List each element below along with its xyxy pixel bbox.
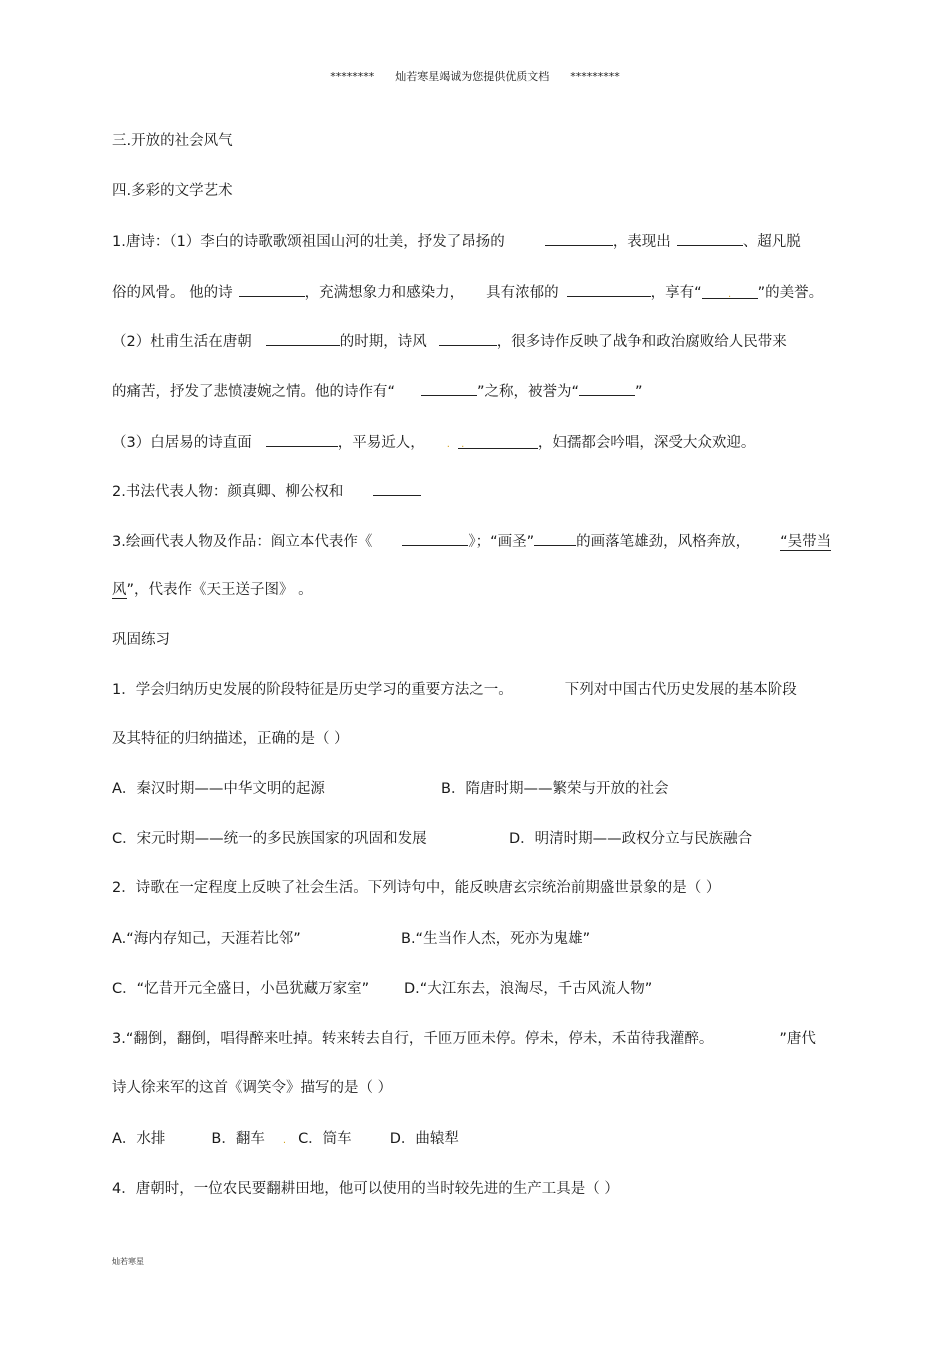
question-2-option-c[interactable]: C．“忆昔开元全盛日，小邑犹藏万家室” [112,981,370,997]
fill-blank[interactable] [239,281,305,297]
question-2-option-a[interactable]: A.“海内存知己，天涯若比邻” [112,931,301,947]
header-stars-left: ******** [330,70,375,83]
text-segment: 具有浓郁的 [486,285,559,301]
text-segment: 下列对中国古代历史发展的基本阶段 [564,682,797,698]
text-segment: 1.唐诗：（1）李白的诗歌歌颂祖国山河的壮美，抒发了昂扬的 [112,234,505,250]
text-segment: ”的美誉。 [757,285,824,301]
text-segment: ”，代表作《天王送子图》 。 [126,582,313,598]
fill-blank[interactable] [373,480,421,496]
text-segment: ，充满想象力和感染力， [304,285,465,301]
page-footer: 灿若寒星 [112,1257,144,1266]
tang-poetry-line-1 [112,230,801,252]
du-fu-line-1 [112,330,787,352]
section-4-heading: 四.多彩的文学艺术 [112,183,233,199]
text-segment: ，很多诗作反映了战争和政治腐败给人民带来 [496,334,787,350]
text-segment: 2.书法代表人物：颜真卿、柳公权和 [112,484,344,500]
fill-blank[interactable]: . [458,433,538,449]
text-segment: ，妇孺都会吟唱，深受大众欢迎。 [537,435,756,451]
text-segment: 俗的风骨。 他的诗 [112,285,233,301]
question-2-stem: 2．诗歌在一定程度上反映了社会生活。下列诗句中，能反映唐玄宗统治前期盛世景象的是（ ） [112,880,721,896]
header-title: 灿若寒星竭诚为您提供优质文档 [395,70,550,83]
text-segment: 的痛苦，抒发了悲愤凄婉之情。他的诗作有“ [112,384,396,400]
text-segment: ，表现出 [612,234,671,250]
question-2-option-d[interactable]: D.“大江东去，浪淘尽，千古风流人物” [404,981,653,997]
text-segment: 、超凡脱 [742,234,801,250]
question-3-options: A．水排 B．翻车 . C．筒车 D．曲辕犁 [112,1131,459,1147]
question-3-line-2: 诗人徐来军的这首《调笑令》描写的是（ ） [112,1080,393,1096]
tang-poetry-line-2 [112,281,823,303]
question-1-line-2: 及其特征的归纳描述，正确的是（ ） [112,731,349,747]
question-2-option-b[interactable]: B.“生当作人杰，死亦为鬼雄” [401,931,591,947]
text-segment: 3.绘画代表人物及作品：阎立本代表作《 [112,534,373,550]
fill-blank[interactable] [567,281,651,297]
text-segment: ”唐代 [779,1031,816,1047]
fill-blank[interactable] [545,230,613,246]
text-segment: （2）杜甫生活在唐朝 [112,334,252,350]
question-3-option-c[interactable]: C．筒车 [298,1131,352,1147]
fill-blank[interactable] [402,530,468,546]
bai-juyi-line: （3）白居易的诗直面 ，平易近人， . . ，妇孺都会吟唱，深受大众欢迎。 [112,431,755,455]
text-segment: （3）白居易的诗直面 [112,435,252,451]
fill-blank[interactable] [579,380,635,396]
text-segment: ”之称，被誉为“ [477,384,580,400]
text-segment: 1．学会归纳历史发展的阶段特征是历史学习的重要方法之一。 [112,682,513,698]
text-segment: “吴带当 [780,534,832,550]
du-fu-line-2 [112,380,643,402]
fill-blank[interactable] [266,431,338,447]
question-1-line-1 [112,680,797,700]
question-1-option-a[interactable]: A．秦汉时期——中华文明的起源 [112,781,325,797]
question-3-option-d[interactable]: D．曲辕犁 [389,1131,459,1147]
fill-blank[interactable] [534,530,576,546]
text-segment: ，平易近人， [337,435,425,451]
section-3-heading: 三.开放的社会风气 [112,133,233,149]
question-3-option-a[interactable]: A．水排 [112,1131,166,1147]
question-1-option-b[interactable]: B．隋唐时期——繁荣与开放的社会 [441,781,669,797]
fill-blank[interactable] [439,330,497,346]
text-segment: 》；“画圣” [468,534,535,550]
header-stars-right: ********* [570,70,620,83]
calligraphy-line [112,480,421,502]
text-segment: ” [635,384,643,400]
question-4-stem: 4．唐朝时，一位农民要翻耕田地，他可以使用的当时较先进的生产工具是（ ） [112,1181,619,1197]
question-1-option-c[interactable]: C．宋元时期——统一的多民族国家的巩固和发展 [112,831,427,847]
page-header [0,68,950,84]
text-segment: 3.“翻倒，翻倒，唱得醉来吐掉。转来转去自行，千匝万匝未停。停未，停未，禾苗待我灌醉。 [112,1031,714,1047]
fill-blank[interactable] [677,230,743,246]
fill-blank[interactable] [421,380,477,396]
practice-heading: 巩固练习 [112,632,170,648]
question-3-line-1 [112,1029,816,1049]
question-3-option-b[interactable]: B．翻车 [211,1131,265,1147]
text-segment: 的时期，诗风 [339,334,427,350]
text-segment: 风 [112,582,127,598]
painting-line-2 [112,580,313,600]
fill-blank[interactable]: . [702,283,758,299]
text-segment: ，享有“ [650,285,702,301]
painting-line-1 [112,530,831,552]
fill-blank[interactable] [266,330,340,346]
question-1-option-d[interactable]: D．明清时期——政权分立与民族融合 [509,831,753,847]
text-segment: 的画落笔雄劲，风格奔放， [576,534,751,550]
